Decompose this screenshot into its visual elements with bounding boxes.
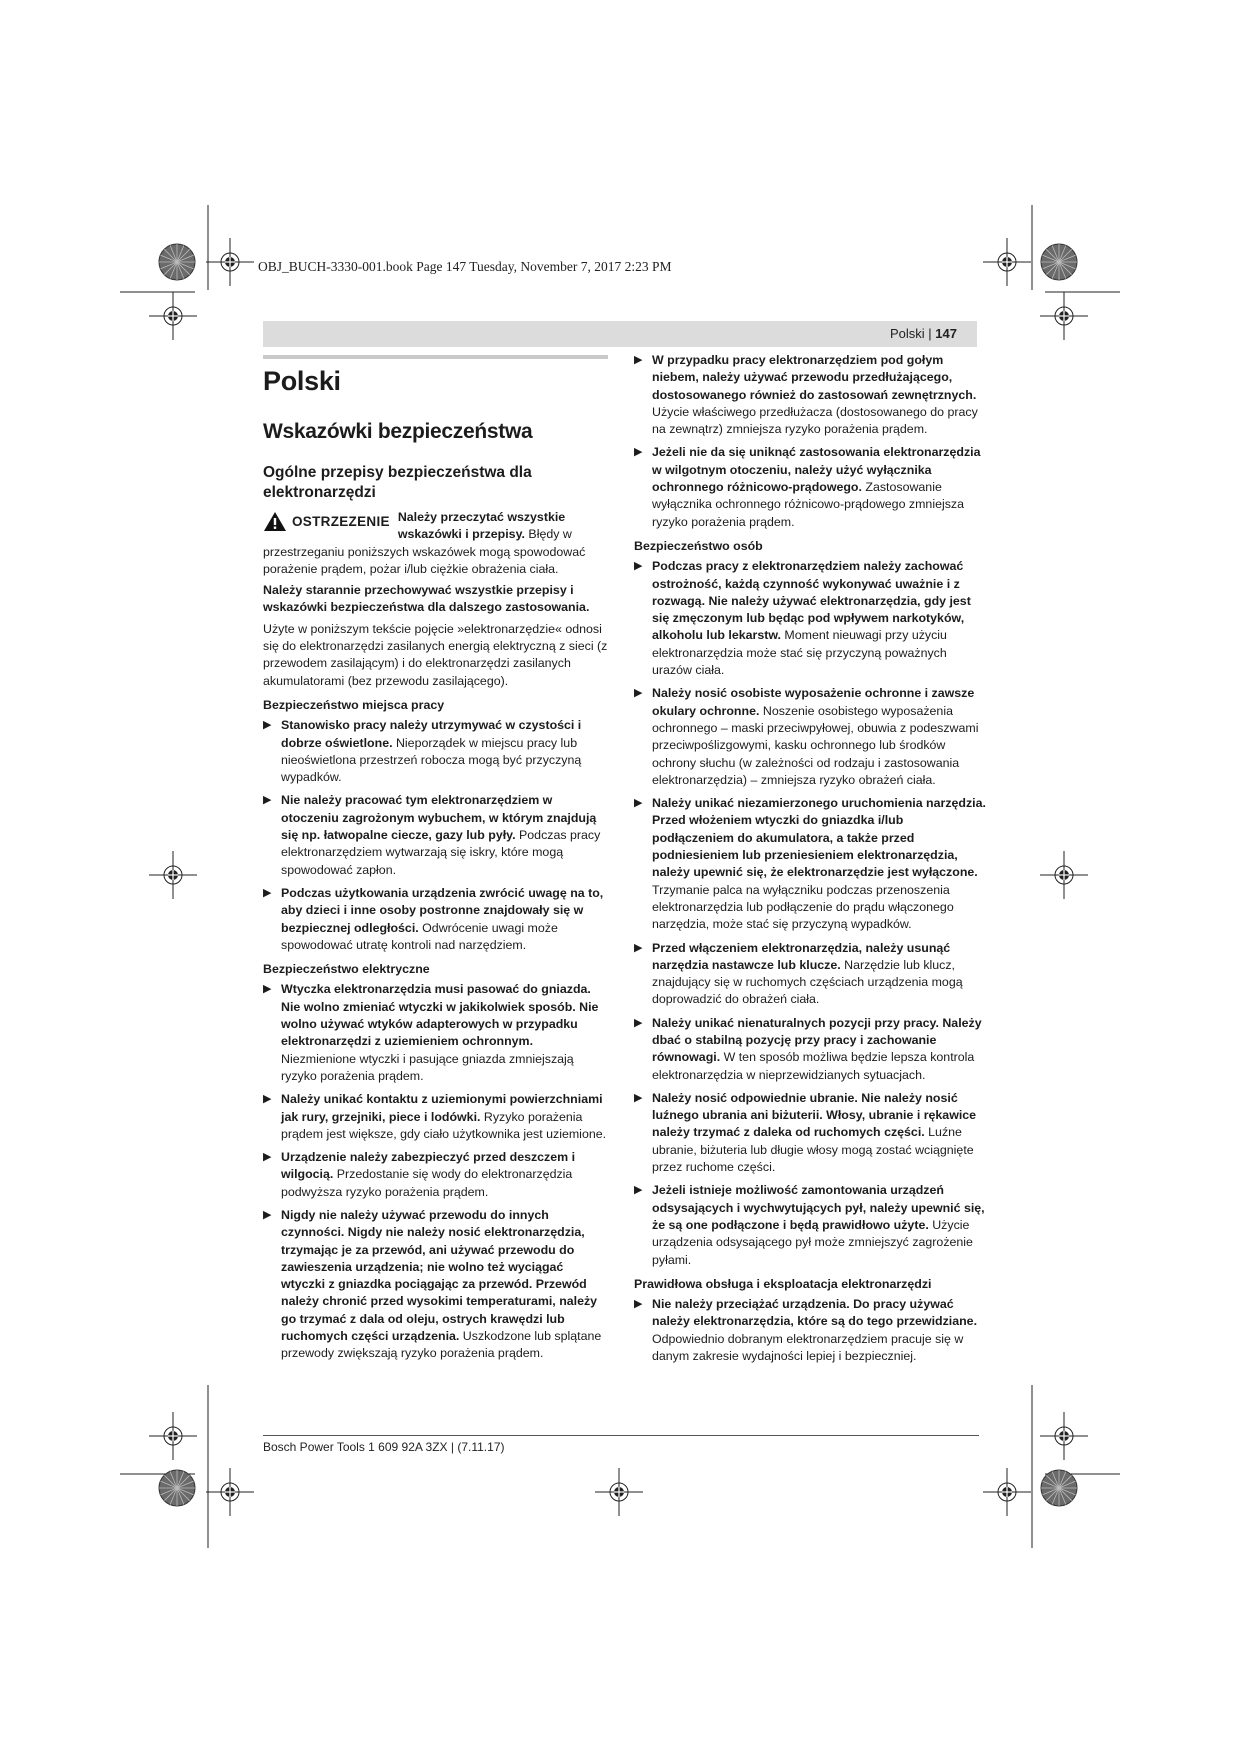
bullet-bold-text: Należy nosić odpowiednie ubranie. Nie należy nosić luźnego ubrania ani biżuterii. Włosy, ubranie i rękawice należy trzymać z daleka od ruchomych części. (652, 1090, 977, 1140)
subsection-heading: Prawidłowa obsługa i eksploatacja elektronarzędzi (634, 1276, 932, 1291)
bullet-arrow-icon: ▶ (263, 794, 272, 807)
bullet-arrow-icon: ▶ (263, 886, 272, 899)
bullet-text (281, 1207, 608, 1363)
header-language: Polski (890, 326, 925, 341)
bullet-arrow-icon: ▶ (263, 719, 272, 732)
bullet-text (652, 1090, 986, 1176)
page-header-bar (263, 321, 977, 347)
warning-text: Błędy w przestrzeganiu poniższych wskazówek mogą spowodować porażenie prądem, pożar i/lub ciężkie obrażenia ciała. (263, 527, 586, 576)
bullet-arrow-icon: ▶ (634, 446, 643, 459)
bullet-plain-text: Użycie urządzenia odsysającego pył może zmniejszyć zagrożenie pyłami. (652, 1217, 973, 1267)
page-number: 147 (935, 326, 957, 341)
subsection-heading: Bezpieczeństwo elektryczne (263, 962, 430, 977)
bullet-item (263, 1149, 608, 1201)
bullet-plain-text: Odwrócenie uwagi może spowodować utratę kontroli nad narzędziem. (281, 920, 558, 952)
bullet-bold-text: Wtyczka elektronarzędzia musi pasować do gniazda. Nie wolno zmieniać wtyczki w jakikolwiek sposób. Nie wolno używać wtyków adapterowych w przypadku elektronarzędzi z uziemieniem ochronnym. (281, 982, 599, 1049)
bullet-item (634, 1296, 986, 1365)
bullet-plain-text: Ryzyko porażenia prądem jest większe, gdy ciało użytkownika jest uziemione. (281, 1109, 607, 1141)
term-paragraph: Użyte w poniższym tekście pojęcie »elektronarzędzie« odnosi się do elektronarzędzi zasilanych energią elektryczną z sieci (z przewodem zasilającym) i do elektronarzędzi zasilanych akumulatorami (bez przewodu zasilającego). (263, 621, 608, 688)
bullet-plain-text: Niezmienione wtyczki i pasujące gniazda zmniejszają ryzyko porażenia prądem. (281, 1051, 574, 1083)
bullet-text (281, 717, 608, 786)
title-rule (263, 355, 608, 359)
bullet-bold-text: Urządzenie należy zabezpieczyć przed deszczem i wilgocią. (281, 1150, 576, 1182)
bullet-arrow-icon: ▶ (263, 983, 272, 996)
subsection-heading: Bezpieczeństwo miejsca pracy (263, 697, 445, 712)
bullet-bold-text: Podczas użytkowania urządzenia zwrócić uwagę na to, aby dzieci i inne osoby postronne znajdowały się w bezpiecznej odległości. (281, 885, 604, 935)
bullet-text (281, 885, 608, 954)
bullet-arrow-icon: ▶ (634, 797, 643, 810)
bullet-bold-text: Stanowisko pracy należy utrzymywać w czystości i dobrze oświetlone. (281, 718, 582, 750)
bullet-item (263, 885, 608, 954)
bullet-arrow-icon: ▶ (634, 687, 643, 700)
bullet-item (263, 1207, 608, 1363)
subsection-heading: Bezpieczeństwo osób (634, 538, 763, 553)
bullet-bold-text: Podczas pracy z elektronarzędziem należy zachować ostrożność, każdą czynność wykonywać uważnie i z rozwagą. Nie należy używać elektronarzędzia, gdy jest się zmęczonym lub będąc pod wpływem narkotyków, alkoholu lub lekarstw. (652, 559, 971, 643)
bullet-plain-text: Luźne ubranie, biżuteria lub długie włosy mogą zostać wciągnięte przez ruchome części. (652, 1125, 974, 1175)
bullet-arrow-icon: ▶ (634, 1091, 643, 1104)
bullet-item (634, 444, 986, 530)
book-line: OBJ_BUCH-3330-001.book Page 147 Tuesday, November 7, 2017 2:23 PM (258, 259, 672, 274)
bullet-bold-text: Nie należy przeciążać urządzenia. Do pracy używać należy elektronarzędzia, które są do tego przewidziane. (652, 1297, 978, 1329)
warning-triangle-icon (263, 511, 287, 532)
warning-block (263, 509, 608, 578)
page-title: Polski (263, 366, 341, 396)
bullet-item (634, 685, 986, 789)
warning-bold-text: Należy przeczytać wszystkie wskazówki i przepisy. (397, 510, 566, 542)
bullet-item (634, 352, 986, 438)
bullet-plain-text: Użycie właściwego przedłużacza (dostosowanego do pracy na zewnątrz) zmniejsza ryzyko porażenia prądem. (652, 404, 978, 437)
col2-lead-items (634, 352, 986, 531)
bullet-text (652, 795, 986, 933)
bullet-arrow-icon: ▶ (634, 1298, 643, 1311)
bullet-plain-text: Moment nieuwagi przy użyciu elektronarzędzia może stać się przyczyną poważnych urazów ciała. (652, 628, 947, 678)
bullet-text (652, 352, 986, 438)
bullet-plain-text: Uszkodzone lub splątane przewody zwiększają ryzyko porażenia prądem. (281, 1329, 602, 1361)
column-right (634, 352, 986, 1371)
bullet-plain-text: W ten sposób możliwa będzie lepsza kontrola elektronarzędzia w nieprzewidzianych sytuacjach. (652, 1050, 975, 1082)
col2-sections (634, 538, 986, 1365)
bullet-bold-text: Nigdy nie należy używać przewodu do innych czynności. Nigdy nie należy nosić elektronarzędzia, trzymając je za przewód, ani używać przewodu do zawieszenia urządzenia; nie wolno też wyciągać wtyczki z gniazdka pociągając za przewód. Przewód należy chronić przed wysokimi temperaturami, należy go trzymać z dala od oleju, ostrych krawędzi lub ruchomych części urządzenia. (281, 1207, 598, 1344)
bullet-plain-text: Podczas pracy elektronarzędziem wytwarzają się iskry, które mogą spowodować zapłon. (281, 828, 601, 877)
bullet-item (634, 1090, 986, 1176)
bullet-bold-text: Przed włączeniem elektronarzędzia, należy usunąć narzędzia nastawcze lub klucze. (652, 940, 951, 972)
warning-label: OSTRZEZENIE (292, 513, 390, 529)
bullet-text (652, 940, 986, 1009)
column-left (263, 355, 608, 1369)
bullet-arrow-icon: ▶ (634, 354, 643, 366)
bullet-text (281, 792, 608, 878)
bullet-bold-text: Jeżeli nie da się uniknąć zastosowania elektronarzędzia w wilgotnym otoczeniu, należy użyć wyłącznika ochronnego różnicowo-prądowego. (652, 445, 981, 495)
bullet-text (281, 1091, 608, 1143)
bullet-bold-text: Jeżeli istnieje możliwość zamontowania urządzeń odsysających i wychwytujących pył, należy upewnić się, że są one podłączone i będą prawidłowo użyte. (652, 1183, 985, 1232)
bullet-item (634, 940, 986, 1009)
bullet-item (263, 717, 608, 786)
bullet-bold-text: Należy unikać nienaturalnych pozycji przy pracy. Należy dbać o stabilną pozycję przy pracy i zachowanie równowagi. (652, 1015, 982, 1065)
bullet-text (652, 685, 986, 789)
bullet-arrow-icon: ▶ (634, 941, 643, 954)
bullet-arrow-icon: ▶ (634, 1016, 643, 1029)
bullet-plain-text: Przedostanie się wody do elektronarzędzia podwyższa ryzyko porażenia prądem. (281, 1167, 573, 1199)
bullet-bold-text: Należy unikać kontaktu z uziemionymi powierzchniami jak rury, grzejniki, piece i lodówki. (281, 1092, 603, 1124)
page-footer: Bosch Power Tools 1 609 92A 3ZX | (7.11.17) (263, 1440, 505, 1454)
bullet-text (652, 1182, 986, 1268)
bullet-arrow-icon: ▶ (263, 1093, 272, 1106)
col1-sections (263, 697, 608, 1363)
bullet-item (263, 1091, 608, 1143)
bullet-text (652, 1296, 986, 1365)
bullet-arrow-icon: ▶ (263, 1151, 272, 1164)
bullet-plain-text: Zastosowanie wyłącznika ochronnego różnicowo-prądowego zmniejsza ryzyko porażenia prądem. (652, 480, 964, 529)
bullet-text (652, 444, 986, 530)
bullet-plain-text: Odpowiednio dobranym elektronarzędziem pracuje się w danym zakresie wydajności lepiej i bezpieczniej. (652, 1331, 964, 1364)
warning-badge (263, 511, 390, 532)
bullet-bold-text: Należy nosić osobiste wyposażenie ochronne i zawsze okulary ochronne. (652, 686, 975, 718)
page-header (890, 326, 957, 341)
bullet-plain-text: Trzymanie palca na wyłączniku podczas przenoszenia elektronarzędzia lub podłączenie do prądu włączonego narzędzia, może stać się przyczyną wypadków. (652, 882, 954, 932)
bullet-arrow-icon: ▶ (263, 1208, 272, 1221)
bullet-item (263, 792, 608, 878)
bullet-arrow-icon: ▶ (634, 560, 643, 573)
bullet-item (634, 1015, 986, 1084)
bullet-item (634, 558, 986, 679)
keep-notice: Należy starannie przechowywać wszystkie przepisy i wskazówki bezpieczeństwa dla dalszego zastosowania. (263, 583, 590, 615)
footer-rule (263, 1435, 979, 1436)
bullet-text (652, 558, 986, 679)
bullet-plain-text: Narzędzie lub klucz, znajdujący się w ruchomych częściach urządzenia mogą doprowadzić do obrażeń ciała. (652, 957, 963, 1007)
bullet-text (281, 1149, 608, 1201)
bullet-arrow-icon: ▶ (634, 1184, 643, 1197)
header-separator: | (924, 326, 936, 341)
subsection-title: Ogólne przepisy bezpieczeństwa dla elektronarzędzi (263, 464, 532, 501)
bullet-plain-text: Nieporządek w miejscu pracy lub nieoświetlona przestrzeń robocza mogą być przyczyną wypadków. (281, 735, 582, 785)
bullet-item (634, 1182, 986, 1268)
bullet-bold-text: W przypadku pracy elektronarzędziem pod gołym niebem, należy używać przewodu przedłużającego, dostosowanego również do zastosowań zewnętrznych. (652, 353, 977, 402)
bullet-text (652, 1015, 986, 1084)
bullet-plain-text: Noszenie osobistego wyposażenia ochronnego – maski przeciwpyłowej, obuwia z podeszwami przeciwpoślizgowymi, kasku ochronnego lub środków ochrony słuchu (w zależności od rodzaju i zastosowania elektronarzędzia) – zmniejsza ryzyko obrażeń ciała. (652, 703, 979, 787)
bullet-item (263, 981, 608, 1085)
bullet-item (634, 795, 986, 933)
bullet-text (281, 981, 608, 1085)
section-title: Wskazówki bezpieczeństwa (263, 420, 533, 443)
bullet-bold-text: Należy unikać niezamierzonego uruchomienia narzędzia. Przed włożeniem wtyczki do gniazdka i/lub podłączeniem do akumulatora, a także przed podniesieniem lub przeniesieniem elektronarzędzia, należy upewnić się, że elektronarzędzie jest wyłączone. (652, 796, 986, 880)
bullet-bold-text: Nie należy pracować tym elektronarzędziem w otoczeniu zagrożonym wybuchem, w którym znajdują się np. łatwopalne ciecze, gazy lub pyły. (281, 793, 597, 843)
